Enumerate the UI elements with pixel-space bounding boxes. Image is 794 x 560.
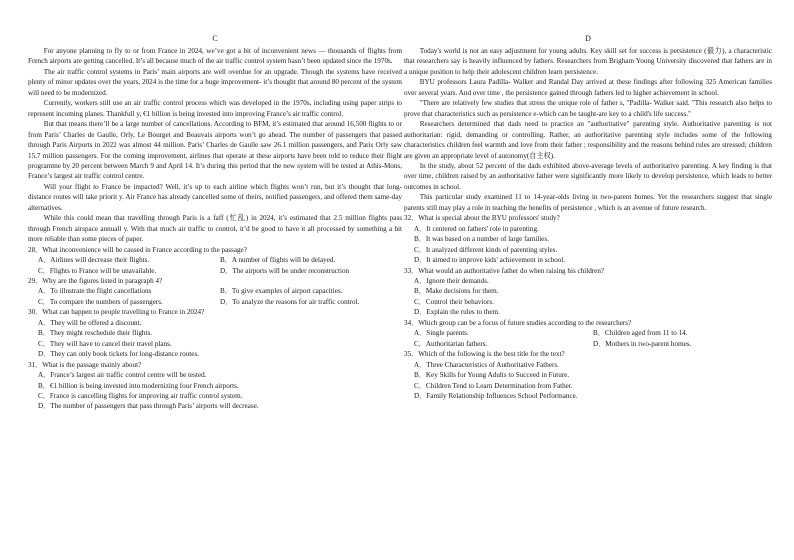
question-28-stem: 28．What inconvenience will be caused in France according to the passage? — [28, 245, 247, 254]
passage-d-paragraph-4: Researchers determined that dads need to practice an "authoritative" parenting style. Authoritative parenting is not authoritarian: rigid, demanding or controlling. Rather, an authoritative parenting style includes some of the following characteristics children feel warmth and love from their father ; responsibility and the reasons behind rules are stressed; children are given an appropriate level of autonomy(自主权). — [404, 120, 772, 160]
question-31-option-b: B．€1 billion is being invested into modernizing four French airports. — [38, 381, 239, 390]
passage-d-paragraph-6: This particular study examined 11 to 14-year-olds living in two-parent homes. Yet the researchers suggest that single parents still may play a role in teaching the benefits of persistence , which is an avenue of future research. — [404, 193, 772, 212]
passage-c-column — [28, 34, 402, 412]
question-34-option-d: D．Mothers in two-parent homes. — [593, 339, 692, 348]
passage-c-paragraph-5: Will your flight to France be impacted? Well, it’s up to each airline which flights won’t run, but it’s thought that long-distance routes will take priorit y. Air France has already cancelled some of theirs, notified passengers, and offered them same-day alternatives. — [28, 182, 402, 212]
question-28-option-a: A．Airlines will decrease their flights. — [38, 256, 150, 265]
question-30-option-a: A．They will be offered a discount. — [38, 318, 142, 327]
question-30-option-b: B．They might reschedule their flights. — [38, 329, 153, 338]
question-33 — [404, 266, 772, 318]
question-31 — [28, 360, 402, 412]
question-29-stem: 29．Why are the figures listed in paragraph 4? — [28, 276, 163, 285]
question-30-option-d: D．They can only book tickets for long-distance routes. — [38, 350, 200, 359]
question-28-option-b: B．A number of flights will be delayed. — [220, 256, 336, 265]
question-34-option-a: A．Single parents. — [414, 329, 469, 338]
question-28-option-c: C．Flights to France will be unavailable. — [38, 266, 157, 275]
question-30 — [28, 307, 402, 359]
passage-c-paragraph-3: Currently, workers still use an air traffic control process which was developed in the 1970s, including using paper strips to represent incoming planes. Thankfull y, €1 billion is being invested into improving France’s air traffic control. — [28, 99, 402, 118]
question-29 — [28, 276, 402, 307]
question-30-stem: 30．What can happen to people travelling to France in 2024? — [28, 308, 205, 317]
question-30-option-c: C．They will have to cancel their travel plans. — [38, 339, 172, 348]
question-35-stem: 35．Which of the following is the best title for the text? — [404, 350, 565, 359]
question-35-option-c: C．Children Tend to Learn Determination from Father. — [414, 381, 573, 390]
question-33-option-c: C．Control their behaviors. — [414, 297, 494, 306]
question-33-option-b: B．Make decisions for them. — [414, 287, 499, 296]
question-33-options — [404, 276, 772, 318]
passage-c-paragraph-2: The air traffic control systems in Paris’ main airports are well overdue for an upgrade. Though the systems have received plenty of minor updates over the years, 2024 is the time for a huge improvement- it’s thought that around 80 percent of the system will need to be modernized. — [28, 67, 402, 97]
question-31-options — [28, 370, 402, 412]
question-29-option-c: C．To compare the numbers of passengers. — [38, 297, 163, 306]
passage-d-column — [404, 34, 772, 401]
question-30-options — [28, 318, 402, 360]
passage-c-paragraph-4: But that means there’ll be a large number of cancellations. According to BFM, it’s estimated that around 16,500 flights to or from Paris’ Charles de Gaulle, Orly, Le Bourget and Beauvais airports won’t go ahead. The number of passengers that passed through Paris Airports in 2022 was almost 44 million. Paris’ Charles de Gaulle saw 26.1 million passengers, and Paris Orly saw 15.7 million passengers. For the coming improvement, airlines that operate at these airports have been told to reduce their flight programme by 20 percent between March 9 and April 14. It’s during this period that the new system will be tested at Athis-Mons, France’s largest air traffic control centre. — [28, 120, 402, 181]
question-28-options — [28, 255, 402, 276]
question-32-option-c: C．It analyzed different kinds of parenting styles. — [414, 245, 558, 254]
question-29-option-b: B．To give examples of airport capacities. — [220, 287, 343, 296]
question-28-option-d: D．The airports will be under reconstruction — [220, 266, 350, 275]
question-31-option-c: C．France is cancelling flights for improving air traffic control system. — [38, 391, 243, 400]
passage-d-paragraph-5: In the study, about 52 percent of the dads exhibited above-average levels of authoritative parenting. A key finding is that over time, children raised by an authoritative father were significantly more likely to develop persistence, which leads to better outcomes in school. — [404, 161, 772, 191]
passage-d-paragraph-1: Today's world is not an easy adjustment for young adults. Key skill set for success is persistence (毅力), a characteristic that researchers say is heavily influenced by fathers. Researchers from Brigham Young University discovered that fathers are in a unique position to help their adolescent children learn persistence. — [404, 47, 772, 76]
passage-d-paragraph-2: BYU professors Laura Padilla- Walker and Randal Day arrived at these findings after following 325 American families over several years. And over time , the persistence gained through fathers led to higher achievement in school. — [404, 78, 772, 97]
question-31-option-d: D．The number of passengers that pass through Paris’ airports will decrease. — [38, 402, 259, 411]
question-34 — [404, 318, 772, 349]
question-32-stem: 32．What is special about the BYU professors' study? — [404, 214, 560, 223]
question-32-option-b: B．It was based on a number of large families. — [414, 235, 549, 244]
question-35-option-b: B．Key Skills for Young Adults to Succeed in Future. — [414, 371, 570, 380]
question-35 — [404, 349, 772, 401]
question-34-option-b: B．Children aged from 11 to 14. — [593, 329, 688, 338]
question-33-option-a: A．Ignore their demands. — [414, 276, 489, 285]
question-31-option-a: A．France’s largest air traffic control centre will be tested. — [38, 371, 207, 380]
question-35-option-a: A．Three Characteristics of Authoritative Fathers. — [414, 360, 559, 369]
passage-c-paragraph-1: For anyone planning to fly to or from France in 2024, we’ve got a bit of inconvenient news — thousands of flights from French airports are getting cancelled. It’s all because much of the air traffic control system hasn’t been updated since the 1970s. — [28, 47, 402, 66]
question-28 — [28, 245, 402, 276]
question-32-options — [404, 224, 772, 266]
passage-d-paragraph-3: "There are relatively few studies that stress the unique role of father s, "Padilla- Walker said. "This research also helps to prove that characteristics such as persistence e-which can be taught-are key to a child's life success." — [404, 99, 772, 118]
question-32 — [404, 213, 772, 265]
question-32-option-d: D．It aimed to improve kids' achievement in school. — [414, 256, 566, 265]
passage-d-label: D — [585, 34, 591, 43]
question-34-stem: 34．Which group can be a focus of future studies according to the researchers? — [404, 318, 632, 327]
question-33-option-d: D．Explain the rules to them. — [414, 308, 500, 317]
question-29-option-a: A．To illustrate the flight cancellations — [38, 287, 152, 296]
question-35-option-d: D．Family Relationship Influences School Performance. — [414, 391, 578, 400]
passage-c-paragraph-6: While this could mean that travelling through Paris is a faff (忙乱) in 2024, it’s estimated that 2.5 million flights pass through French airspace annuall y. With that much air traffic to control, it’d be good to have it all processed by something a bit more reliable than some pieces of paper. — [28, 214, 402, 244]
question-29-option-d: D．To analyze the reasons for air traffic control. — [220, 297, 360, 306]
question-29-options — [28, 286, 402, 307]
question-35-options — [404, 360, 772, 402]
question-31-stem: 31．What is the passage mainly about? — [28, 360, 142, 369]
question-34-option-c: C．Authoritarian fathers. — [414, 339, 488, 348]
question-33-stem: 33．What would an authoritative father do when raising his children? — [404, 266, 605, 275]
question-34-options — [404, 328, 772, 349]
passage-c-label: C — [212, 34, 218, 43]
question-32-option-a: A．It centered on fathers' role in parenting. — [414, 224, 539, 233]
